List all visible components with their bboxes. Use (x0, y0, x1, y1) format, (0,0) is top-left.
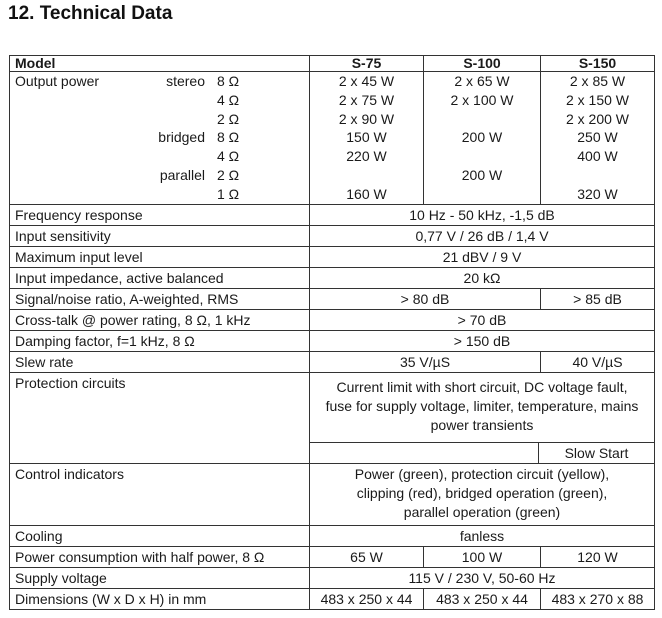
slew-rate-s150: 40 V/µS (541, 352, 655, 373)
power-value: 160 W (346, 185, 387, 202)
cooling-row (10, 526, 655, 547)
protection-row (10, 373, 655, 464)
protection-label: Protection circuits (10, 373, 310, 464)
mode-parallel: parallel (159, 166, 205, 183)
header-row (10, 56, 655, 72)
load-value: 8 Ω (217, 129, 240, 146)
damping-label: Damping factor, f=1 kHz, 8 Ω (10, 331, 310, 352)
power-value: 2 x 100 W (450, 91, 514, 108)
header-s75: S-75 (310, 56, 424, 72)
header-s100: S-100 (424, 56, 541, 72)
header-s150: S-150 (541, 56, 655, 72)
cooling-value: fanless (310, 526, 655, 547)
load-value: 1 Ω (217, 185, 240, 202)
input-sensitivity-label: Input sensitivity (10, 226, 310, 247)
output-power-s100 (424, 72, 541, 205)
input-sensitivity-value: 0,77 V / 26 dB / 1,4 V (310, 226, 655, 247)
power-value (424, 147, 540, 166)
protection-line: Current limit with short circuit, DC voltage fault, (336, 379, 628, 395)
protection-line: fuse for supply voltage, limiter, temperature, mains (325, 398, 639, 414)
mode-empty (155, 147, 217, 166)
control-indicators-row (10, 464, 655, 526)
mode-empty (155, 185, 217, 204)
power-consumption-s150: 120 W (541, 547, 655, 568)
page-title: 12. Technical Data (8, 3, 173, 24)
power-value: 220 W (346, 148, 387, 165)
power-value: 2 x 85 W (569, 73, 626, 89)
mode-stereo: stereo (166, 73, 205, 89)
power-value (541, 166, 654, 185)
dimensions-s100: 483 x 250 x 44 (424, 589, 541, 610)
output-power-label: Output power (15, 73, 100, 89)
cooling-label: Cooling (10, 526, 310, 547)
control-indicators-cell (310, 464, 655, 526)
max-input-level-label: Maximum input level (10, 247, 310, 268)
input-sensitivity-row (10, 226, 655, 247)
power-value: 2 x 200 W (565, 110, 630, 127)
power-value: 2 x 65 W (454, 73, 510, 89)
load-value: 2 Ω (217, 166, 240, 183)
output-power-s150 (541, 72, 655, 205)
power-value: 150 W (346, 129, 387, 146)
supply-voltage-label: Supply voltage (10, 568, 310, 589)
slew-rate-s75-s100: 35 V/µS (310, 352, 541, 373)
load-value: 4 Ω (217, 148, 240, 165)
output-power-s75 (310, 72, 424, 205)
dimensions-label: Dimensions (W x D x H) in mm (10, 589, 310, 610)
power-value: 2 x 90 W (338, 110, 395, 127)
max-input-level-value: 21 dBV / 9 V (310, 247, 655, 268)
dimensions-s150: 483 x 270 x 88 (541, 589, 655, 610)
control-indicators-line: parallel operation (green) (403, 504, 561, 520)
power-consumption-label: Power consumption with half power, 8 Ω (10, 547, 310, 568)
max-input-level-row (10, 247, 655, 268)
technical-data-table (9, 55, 655, 610)
control-indicators-line: Power (green), protection circuit (yellow), (354, 466, 610, 482)
snr-s150: > 85 dB (541, 289, 655, 310)
frequency-response-row (10, 205, 655, 226)
header-model: Model (10, 56, 310, 72)
mode-empty (155, 110, 217, 129)
snr-row (10, 289, 655, 310)
slow-start-s150: Slow Start (538, 443, 654, 463)
supply-voltage-row (10, 568, 655, 589)
power-value: 2 x 75 W (338, 91, 395, 108)
dimensions-row (10, 589, 655, 610)
control-indicators-line: clipping (red), bridged operation (green), (356, 485, 608, 501)
load-value: 4 Ω (217, 91, 240, 108)
control-indicators-label: Control indicators (10, 464, 310, 526)
input-impedance-label: Input impedance, active balanced (10, 268, 310, 289)
damping-row (10, 331, 655, 352)
power-value: 400 W (577, 148, 618, 165)
power-value: 320 W (577, 185, 618, 202)
slew-rate-label: Slew rate (10, 352, 310, 373)
slew-rate-row (10, 352, 655, 373)
snr-label: Signal/noise ratio, A-weighted, RMS (10, 289, 310, 310)
power-value (310, 166, 423, 185)
crosstalk-label: Cross-talk @ power rating, 8 Ω, 1 kHz (10, 310, 310, 331)
frequency-response-label: Frequency response (10, 205, 310, 226)
supply-voltage-value: 115 V / 230 V, 50-60 Hz (310, 568, 655, 589)
power-value (424, 185, 540, 204)
power-consumption-row (10, 547, 655, 568)
damping-value: > 150 dB (310, 331, 655, 352)
power-value: 200 W (461, 166, 503, 183)
protection-line: power transients (430, 417, 534, 433)
crosstalk-row (10, 310, 655, 331)
power-value: 2 x 150 W (565, 91, 630, 108)
power-value: 200 W (461, 129, 503, 146)
power-value (424, 110, 540, 129)
mode-bridged: bridged (158, 129, 205, 146)
power-value: 250 W (577, 129, 618, 146)
frequency-response-value: 10 Hz - 50 kHz, -1,5 dB (310, 205, 655, 226)
load-value: 2 Ω (217, 110, 240, 127)
crosstalk-value: > 70 dB (310, 310, 655, 331)
dimensions-s75: 483 x 250 x 44 (310, 589, 424, 610)
power-consumption-s100: 100 W (424, 547, 541, 568)
output-power-cell (10, 72, 310, 205)
load-value: 8 Ω (217, 73, 240, 89)
input-impedance-value: 20 kΩ (310, 268, 655, 289)
output-power-row (10, 72, 655, 205)
snr-s75-s100: > 80 dB (310, 289, 541, 310)
mode-empty (155, 91, 217, 110)
power-value: 2 x 45 W (338, 73, 395, 89)
protection-cell (310, 373, 655, 464)
input-impedance-row (10, 268, 655, 289)
power-consumption-s75: 65 W (310, 547, 424, 568)
